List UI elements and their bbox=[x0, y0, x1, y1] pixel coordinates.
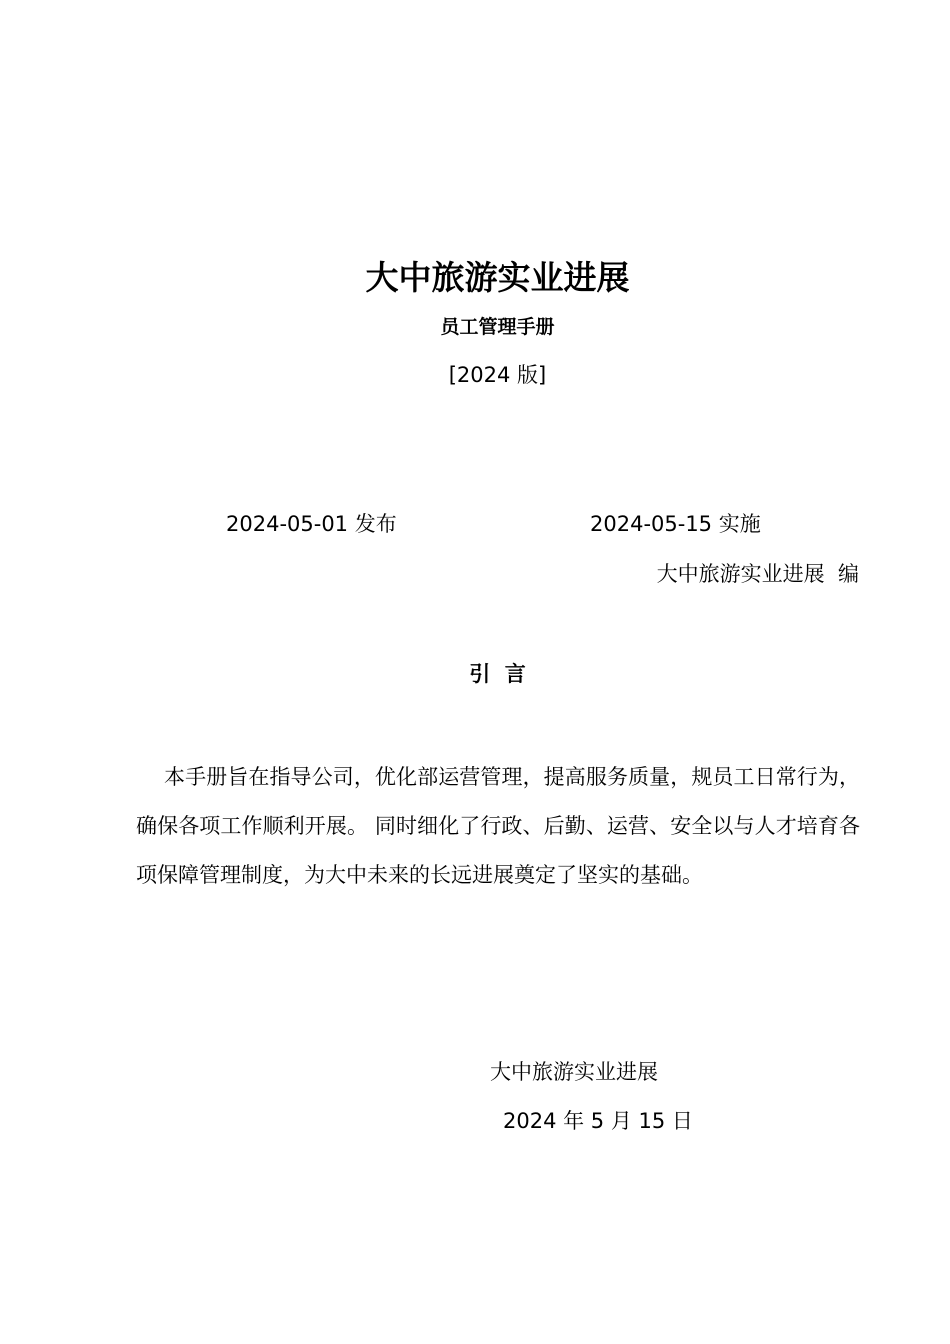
publish-date: 2024-05-01 发布 bbox=[226, 512, 397, 536]
document-subtitle: 员工管理手册 bbox=[440, 316, 555, 338]
document-title: 大中旅游实业进展 bbox=[365, 258, 630, 297]
edition-label: [2024 版] bbox=[448, 363, 547, 387]
implement-date: 2024-05-15 实施 bbox=[590, 512, 761, 536]
intro-paragraph: 本手册旨在指导公司，优化部运营管理，提高服务质量，规员工日常行为，确保各项工作顺利开展。 同时细化了行政、后勤、运营、安全以与人才培育各项保障管理制度，为大中未来的长远进展奠定了坚实的基础。 bbox=[136, 765, 860, 887]
signature-organization: 大中旅游实业进展 bbox=[490, 1060, 658, 1084]
editor-credit: 大中旅游实业进展 编 bbox=[656, 562, 859, 586]
signature-date: 2024 年 5 月 15 日 bbox=[503, 1109, 693, 1133]
intro-heading: 引 言 bbox=[469, 662, 526, 686]
